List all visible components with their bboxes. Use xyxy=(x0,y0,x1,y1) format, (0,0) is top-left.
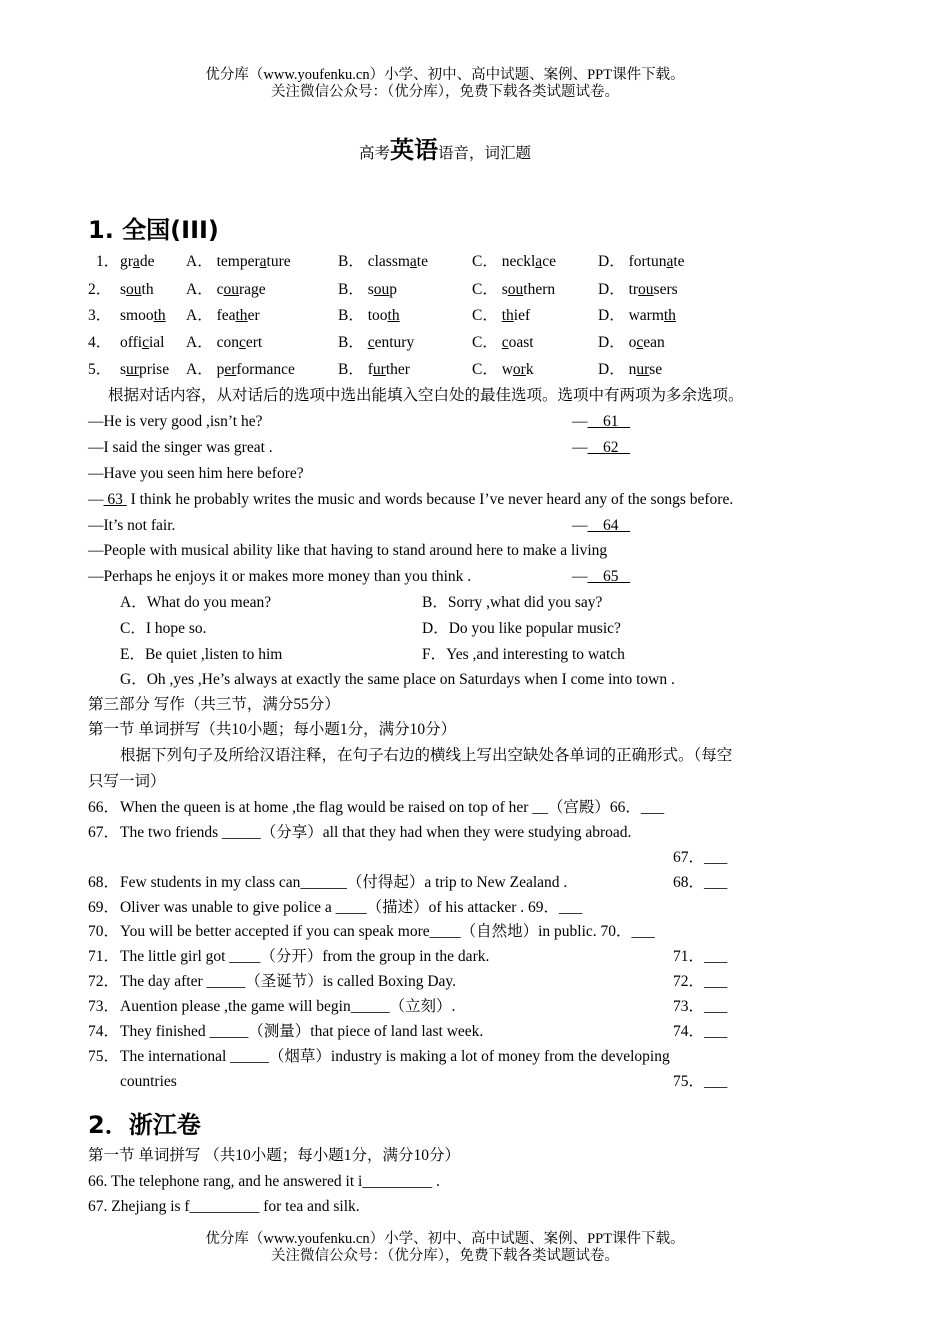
spelling-item-text: Auention please ,the game will begin_____（立刻）. xyxy=(120,998,456,1015)
footer-line-1: 优分库（www.youfenku.cn）小学、初中、高中试题、案例、PPT课件下载。 xyxy=(205,1231,685,1247)
spelling-answer-blank: 75．___ xyxy=(673,1073,728,1090)
option-b: B． soup xyxy=(338,281,398,298)
spelling-instructions: 根据下列句子及所给汉语注释，在句子右边的横线上写出空缺处各单词的正确形式。（每空 xyxy=(120,747,733,764)
option-item: C．I hope so. xyxy=(120,620,207,637)
part-3-heading: 第三部分 写作（共三节，满分55分） xyxy=(88,696,340,713)
spelling-answer-blank: 73．___ xyxy=(673,998,728,1015)
stem-word: surprise xyxy=(120,361,170,378)
section-1-subheading: 第一节 单词拼写（共10小题；每小题1分，满分10分） xyxy=(88,721,457,738)
option-item: G．Oh ,yes ,He’s always at exactly the same place on Saturdays when I come into town . xyxy=(120,671,675,688)
option-c: C． work xyxy=(472,361,534,378)
stem-word: south xyxy=(120,281,154,298)
option-item: F．Yes ,and interesting to watch xyxy=(422,646,625,663)
option-b: B． classmate xyxy=(338,253,428,270)
option-a: A． performance xyxy=(186,361,295,378)
spelling-item-number: 69． xyxy=(88,899,120,916)
spelling-item-text: Few students in my class can______（付得起）a trip to New Zealand . xyxy=(120,874,568,891)
dialog-line: —He is very good ,isn’t he? xyxy=(88,413,263,430)
page-footer xyxy=(0,1231,890,1265)
spelling-item-text: The day after _____（圣诞节）is called Boxing Day. xyxy=(120,973,457,990)
dialog-line: — 63 I think he probably writes the music and words because I’ve never heard any of the songs before. xyxy=(88,491,734,508)
header-line-2: 关注微信公众号：（优分库），免费下载各类试题试卷。 xyxy=(271,84,619,100)
option-b: B． tooth xyxy=(338,307,400,324)
spelling-answer-blank: 68．___ xyxy=(673,874,728,891)
spelling-item-number: 67． xyxy=(88,824,120,841)
option-d: D． fortunate xyxy=(598,253,685,270)
title-suffix: 语音，词汇题 xyxy=(438,145,532,162)
section-2-item: 67. Zhejiang is f_________ for tea and silk. xyxy=(88,1198,360,1215)
spelling-item-text: When the queen is at home ,the flag would be raised on top of her __（宫殿）66．___ xyxy=(120,799,665,816)
option-a: A． temperature xyxy=(186,253,291,270)
option-b: B． further xyxy=(338,361,410,378)
spelling-item-text: countries xyxy=(120,1073,177,1090)
spelling-item-number: 73． xyxy=(88,998,120,1015)
spelling-answer-blank: 67．___ xyxy=(673,849,728,866)
spelling-item-text: They finished _____（测量）that piece of land last week. xyxy=(120,1023,484,1040)
spelling-instructions-cont: 只写一词） xyxy=(88,773,166,790)
spelling-item-text: The international _____（烟草）industry is making a lot of money from the developing xyxy=(120,1048,670,1065)
page-title xyxy=(0,130,890,165)
option-a: A． courage xyxy=(186,281,266,298)
dialog-line: —It’s not fair. xyxy=(88,517,176,534)
stem-word: official xyxy=(120,334,165,351)
spelling-item-text: Oliver was unable to give police a ____（描述）of his attacker . 69．___ xyxy=(120,899,583,916)
dialog-answer-blank: — 65 xyxy=(572,568,619,585)
option-c: C． southern xyxy=(472,281,556,298)
spelling-answer-blank: 74．___ xyxy=(673,1023,728,1040)
spelling-item-number: 68． xyxy=(88,874,120,891)
option-a: A． feather xyxy=(186,307,260,324)
footer-line-2: 关注微信公众号：（优分库），免费下载各类试题试卷。 xyxy=(271,1248,619,1264)
question-number: 5． xyxy=(88,361,112,378)
option-d: D． warmth xyxy=(598,307,676,324)
spelling-item-text: You will be better accepted if you can speak more____（自然地）in public. 70．___ xyxy=(120,923,655,940)
option-a: A． concert xyxy=(186,334,263,351)
dialog-line: —I said the singer was great . xyxy=(88,439,273,456)
question-number: 4． xyxy=(88,334,112,351)
option-d: D． nurse xyxy=(598,361,663,378)
option-item: E．Be quiet ,listen to him xyxy=(120,646,283,663)
option-item: A．What do you mean? xyxy=(120,594,272,611)
option-d: D． trousers xyxy=(598,281,678,298)
title-emphasis: 英语 xyxy=(390,138,438,164)
dialog-answer-blank: — 64 xyxy=(572,517,619,534)
spelling-item-number: 75． xyxy=(88,1048,120,1065)
spelling-item-number: 72． xyxy=(88,973,120,990)
option-item: D．Do you like popular music? xyxy=(422,620,621,637)
spelling-item-text: The two friends _____（分享）all that they had when they were studying abroad. xyxy=(120,824,632,841)
option-c: C． necklace xyxy=(472,253,556,270)
spelling-item-number: 74． xyxy=(88,1023,120,1040)
title-prefix: 高考 xyxy=(358,145,390,162)
spelling-item-number: 70． xyxy=(88,923,120,940)
dialog-instructions: 根据对话内容，从对话后的选项中选出能填入空白处的最佳选项。选项中有两项为多余选项。 xyxy=(108,387,744,404)
spelling-item-text: The little girl got ____（分开）from the group in the dark. xyxy=(120,948,490,965)
spelling-item-number: 71． xyxy=(88,948,120,965)
header-line-1: 优分库（www.youfenku.cn）小学、初中、高中试题、案例、PPT课件下载。 xyxy=(205,67,685,83)
option-c: C． thief xyxy=(472,307,531,324)
section-2-heading: 2．浙江卷 xyxy=(88,1111,201,1139)
spelling-item-number: 66． xyxy=(88,799,120,816)
section-1-heading: 1. 全国(III) xyxy=(88,216,219,244)
section-2-subheading: 第一节 单词拼写 （共10小题；每小题1分，满分10分） xyxy=(88,1147,461,1164)
dialog-line: —People with musical ability like that having to stand around here to make a living xyxy=(88,542,608,559)
question-number: 1． xyxy=(96,253,120,270)
section-2-item: 66. The telephone rang, and he answered it i_________ . xyxy=(88,1173,440,1190)
option-b: B． century xyxy=(338,334,415,351)
option-item: B．Sorry ,what did you say? xyxy=(422,594,603,611)
dialog-answer-blank: — 61 xyxy=(572,413,619,430)
dialog-line: —Perhaps he enjoys it or makes more money than you think . xyxy=(88,568,472,585)
stem-word: grade xyxy=(120,253,155,270)
spelling-answer-blank: 72．___ xyxy=(673,973,728,990)
stem-word: smooth xyxy=(120,307,166,324)
option-d: D． ocean xyxy=(598,334,665,351)
dialog-line: —Have you seen him here before? xyxy=(88,465,304,482)
dialog-answer-blank: — 62 xyxy=(572,439,619,456)
page-header xyxy=(0,67,890,101)
option-c: C． coast xyxy=(472,334,534,351)
question-number: 2． xyxy=(88,281,112,298)
spelling-answer-blank: 71．___ xyxy=(673,948,728,965)
question-number: 3． xyxy=(88,307,112,324)
